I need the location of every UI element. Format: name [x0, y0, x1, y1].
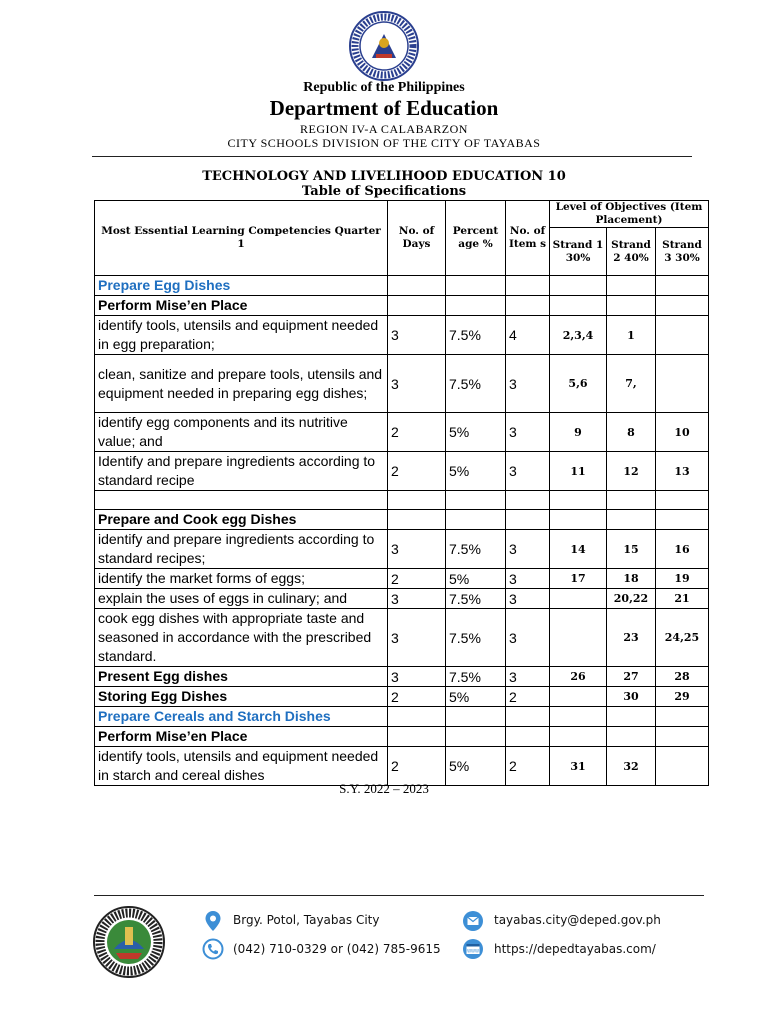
header-strand-1: Strand 1 30%	[550, 228, 607, 276]
cell-strand-1	[550, 609, 607, 667]
department-heading: Department of Education	[269, 96, 499, 120]
region-heading: REGION IV-A CALABARZON	[300, 122, 468, 136]
document-title: TECHNOLOGY AND LIVELIHOOD EDUCATION 10	[202, 169, 566, 184]
cell-strand-2: 18	[607, 569, 656, 589]
cell-competency: Storing Egg Dishes	[95, 687, 388, 707]
cell-strand-1: 14	[550, 530, 607, 569]
cell-strand-3	[656, 491, 709, 510]
cell-strand-2	[607, 491, 656, 510]
cell-strand-1: 31	[550, 747, 607, 786]
cell-items	[506, 727, 550, 747]
table-row	[95, 589, 709, 609]
cell-days: 3	[388, 609, 446, 667]
table-row	[95, 413, 709, 452]
cell-items: 2	[506, 747, 550, 786]
cell-percent: 7.5%	[446, 530, 506, 569]
cell-strand-1: 5,6	[550, 355, 607, 413]
cell-days: 3	[388, 667, 446, 687]
cell-strand-3: 21	[656, 589, 709, 609]
cell-strand-2: 8	[607, 413, 656, 452]
header-level-objectives: Level of Objectives (Item Placement)	[550, 201, 709, 228]
cell-strand-1	[550, 491, 607, 510]
cell-strand-1: 11	[550, 452, 607, 491]
cell-strand-1: 2,3,4	[550, 316, 607, 355]
cell-percent	[446, 510, 506, 530]
cell-strand-2: 7,	[607, 355, 656, 413]
cell-strand-1	[550, 276, 607, 296]
cell-strand-1	[550, 296, 607, 316]
cell-days	[388, 727, 446, 747]
division-heading: CITY SCHOOLS DIVISION OF THE CITY OF TAYABAS	[227, 136, 541, 150]
cell-items	[506, 510, 550, 530]
footer-address: Brgy. Potol, Tayabas City	[233, 913, 380, 927]
cell-items: 3	[506, 569, 550, 589]
cell-strand-3: 24,25	[656, 609, 709, 667]
cell-strand-2: 27	[607, 667, 656, 687]
cell-percent: 7.5%	[446, 589, 506, 609]
cell-strand-3: 29	[656, 687, 709, 707]
cell-strand-1	[550, 687, 607, 707]
cell-strand-1	[550, 707, 607, 727]
republic-heading: Republic of the Philippines	[303, 80, 465, 95]
cell-strand-2: 32	[607, 747, 656, 786]
cell-strand-1	[550, 510, 607, 530]
division-logo	[92, 905, 166, 979]
table-row	[95, 452, 709, 491]
cell-strand-2	[607, 727, 656, 747]
footer-website[interactable]: https://depedtayabas.com/	[494, 942, 656, 956]
cell-percent: 7.5%	[446, 609, 506, 667]
cell-days: 2	[388, 452, 446, 491]
cell-days	[388, 276, 446, 296]
header-divider	[92, 156, 692, 157]
cell-competency: identify and prepare ingredients according to standard recipes;	[95, 530, 388, 569]
cell-days: 3	[388, 530, 446, 569]
table-row	[95, 510, 709, 530]
cell-competency: explain the uses of eggs in culinary; and	[95, 589, 388, 609]
cell-items: 2	[506, 687, 550, 707]
cell-items: 3	[506, 452, 550, 491]
header-strand-2: Strand 2 40%	[607, 228, 656, 276]
cell-strand-2: 1	[607, 316, 656, 355]
header-strand-3: Strand 3 30%	[656, 228, 709, 276]
cell-percent: 7.5%	[446, 667, 506, 687]
cell-competency: Perform Mise’en Place	[95, 727, 388, 747]
table-row	[95, 276, 709, 296]
cell-days	[388, 491, 446, 510]
cell-items: 3	[506, 609, 550, 667]
cell-strand-1	[550, 727, 607, 747]
cell-competency: Perform Mise’en Place	[95, 296, 388, 316]
header-competencies: Most Essential Learning Competencies Quarter 1	[95, 201, 388, 276]
cell-strand-3	[656, 510, 709, 530]
cell-days	[388, 296, 446, 316]
table-row	[95, 687, 709, 707]
cell-strand-3	[656, 276, 709, 296]
svg-text:WWW: WWW	[467, 948, 479, 954]
phone-icon	[202, 938, 224, 960]
cell-competency: identify tools, utensils and equipment needed in starch and cereal dishes	[95, 747, 388, 786]
cell-days	[388, 707, 446, 727]
cell-days: 2	[388, 747, 446, 786]
cell-strand-2: 20,22	[607, 589, 656, 609]
table-row	[95, 667, 709, 687]
cell-strand-1	[550, 589, 607, 609]
cell-percent	[446, 491, 506, 510]
cell-strand-3	[656, 727, 709, 747]
table-row	[95, 707, 709, 727]
cell-items: 3	[506, 530, 550, 569]
cell-strand-3: 28	[656, 667, 709, 687]
header-days: No. of Days	[388, 201, 446, 276]
cell-competency: Prepare Egg Dishes	[95, 276, 388, 296]
footer-phone: (042) 710-0329 or (042) 785-9615	[233, 942, 441, 956]
cell-strand-3: 16	[656, 530, 709, 569]
cell-competency	[95, 491, 388, 510]
cell-strand-3	[656, 747, 709, 786]
cell-strand-3	[656, 296, 709, 316]
cell-items: 4	[506, 316, 550, 355]
table-row	[95, 609, 709, 667]
cell-competency: identify tools, utensils and equipment needed in egg preparation;	[95, 316, 388, 355]
cell-strand-3	[656, 355, 709, 413]
cell-percent	[446, 707, 506, 727]
cell-strand-2	[607, 276, 656, 296]
cell-strand-2: 30	[607, 687, 656, 707]
table-row	[95, 316, 709, 355]
cell-strand-3: 13	[656, 452, 709, 491]
cell-strand-1: 17	[550, 569, 607, 589]
cell-strand-1: 26	[550, 667, 607, 687]
cell-percent: 5%	[446, 747, 506, 786]
cell-competency: Prepare and Cook egg Dishes	[95, 510, 388, 530]
cell-competency: identify the market forms of eggs;	[95, 569, 388, 589]
cell-items	[506, 296, 550, 316]
cell-percent: 7.5%	[446, 355, 506, 413]
footer-divider	[94, 895, 704, 896]
cell-competency: clean, sanitize and prepare tools, utensils and equipment needed in preparing egg dishes;	[95, 355, 388, 413]
cell-competency: Present Egg dishes	[95, 667, 388, 687]
cell-strand-2	[607, 707, 656, 727]
cell-percent	[446, 727, 506, 747]
cell-days: 2	[388, 687, 446, 707]
table-row	[95, 355, 709, 413]
location-pin-icon	[202, 910, 224, 932]
table-row	[95, 727, 709, 747]
header-percent: Percent age %	[446, 201, 506, 276]
cell-strand-2	[607, 510, 656, 530]
table-row	[95, 296, 709, 316]
cell-strand-2: 15	[607, 530, 656, 569]
cell-percent: 5%	[446, 413, 506, 452]
email-icon	[462, 910, 484, 932]
cell-strand-3	[656, 707, 709, 727]
cell-days: 3	[388, 316, 446, 355]
cell-items: 3	[506, 667, 550, 687]
cell-competency: Identify and prepare ingredients according to standard recipe	[95, 452, 388, 491]
deped-seal-logo	[336, 10, 432, 82]
cell-percent	[446, 276, 506, 296]
table-row	[95, 747, 709, 786]
cell-items: 3	[506, 413, 550, 452]
school-year: S.Y. 2022 – 2023	[339, 781, 429, 796]
cell-days: 3	[388, 589, 446, 609]
cell-competency: Prepare Cereals and Starch Dishes	[95, 707, 388, 727]
cell-days: 2	[388, 569, 446, 589]
cell-days	[388, 510, 446, 530]
cell-items: 3	[506, 589, 550, 609]
cell-percent: 5%	[446, 452, 506, 491]
header-items: No. of Item s	[506, 201, 550, 276]
web-icon	[462, 938, 484, 960]
cell-strand-3: 10	[656, 413, 709, 452]
cell-strand-3	[656, 316, 709, 355]
table-row	[95, 530, 709, 569]
cell-items	[506, 491, 550, 510]
footer-email[interactable]: tayabas.city@deped.gov.ph	[494, 913, 661, 927]
cell-strand-2	[607, 296, 656, 316]
cell-items	[506, 707, 550, 727]
cell-strand-1: 9	[550, 413, 607, 452]
cell-items	[506, 276, 550, 296]
table-row	[95, 569, 709, 589]
cell-percent	[446, 296, 506, 316]
cell-competency: identify egg components and its nutritive value; and	[95, 413, 388, 452]
document-subtitle: Table of Specifications	[301, 184, 467, 199]
cell-days: 3	[388, 355, 446, 413]
cell-strand-3: 19	[656, 569, 709, 589]
cell-strand-2: 12	[607, 452, 656, 491]
cell-percent: 7.5%	[446, 316, 506, 355]
table-row	[95, 491, 709, 510]
cell-days: 2	[388, 413, 446, 452]
specifications-table	[94, 200, 709, 786]
cell-percent: 5%	[446, 687, 506, 707]
cell-percent: 5%	[446, 569, 506, 589]
cell-competency: cook egg dishes with appropriate taste and seasoned in accordance with the prescribed standard.	[95, 609, 388, 667]
cell-items: 3	[506, 355, 550, 413]
cell-strand-2: 23	[607, 609, 656, 667]
